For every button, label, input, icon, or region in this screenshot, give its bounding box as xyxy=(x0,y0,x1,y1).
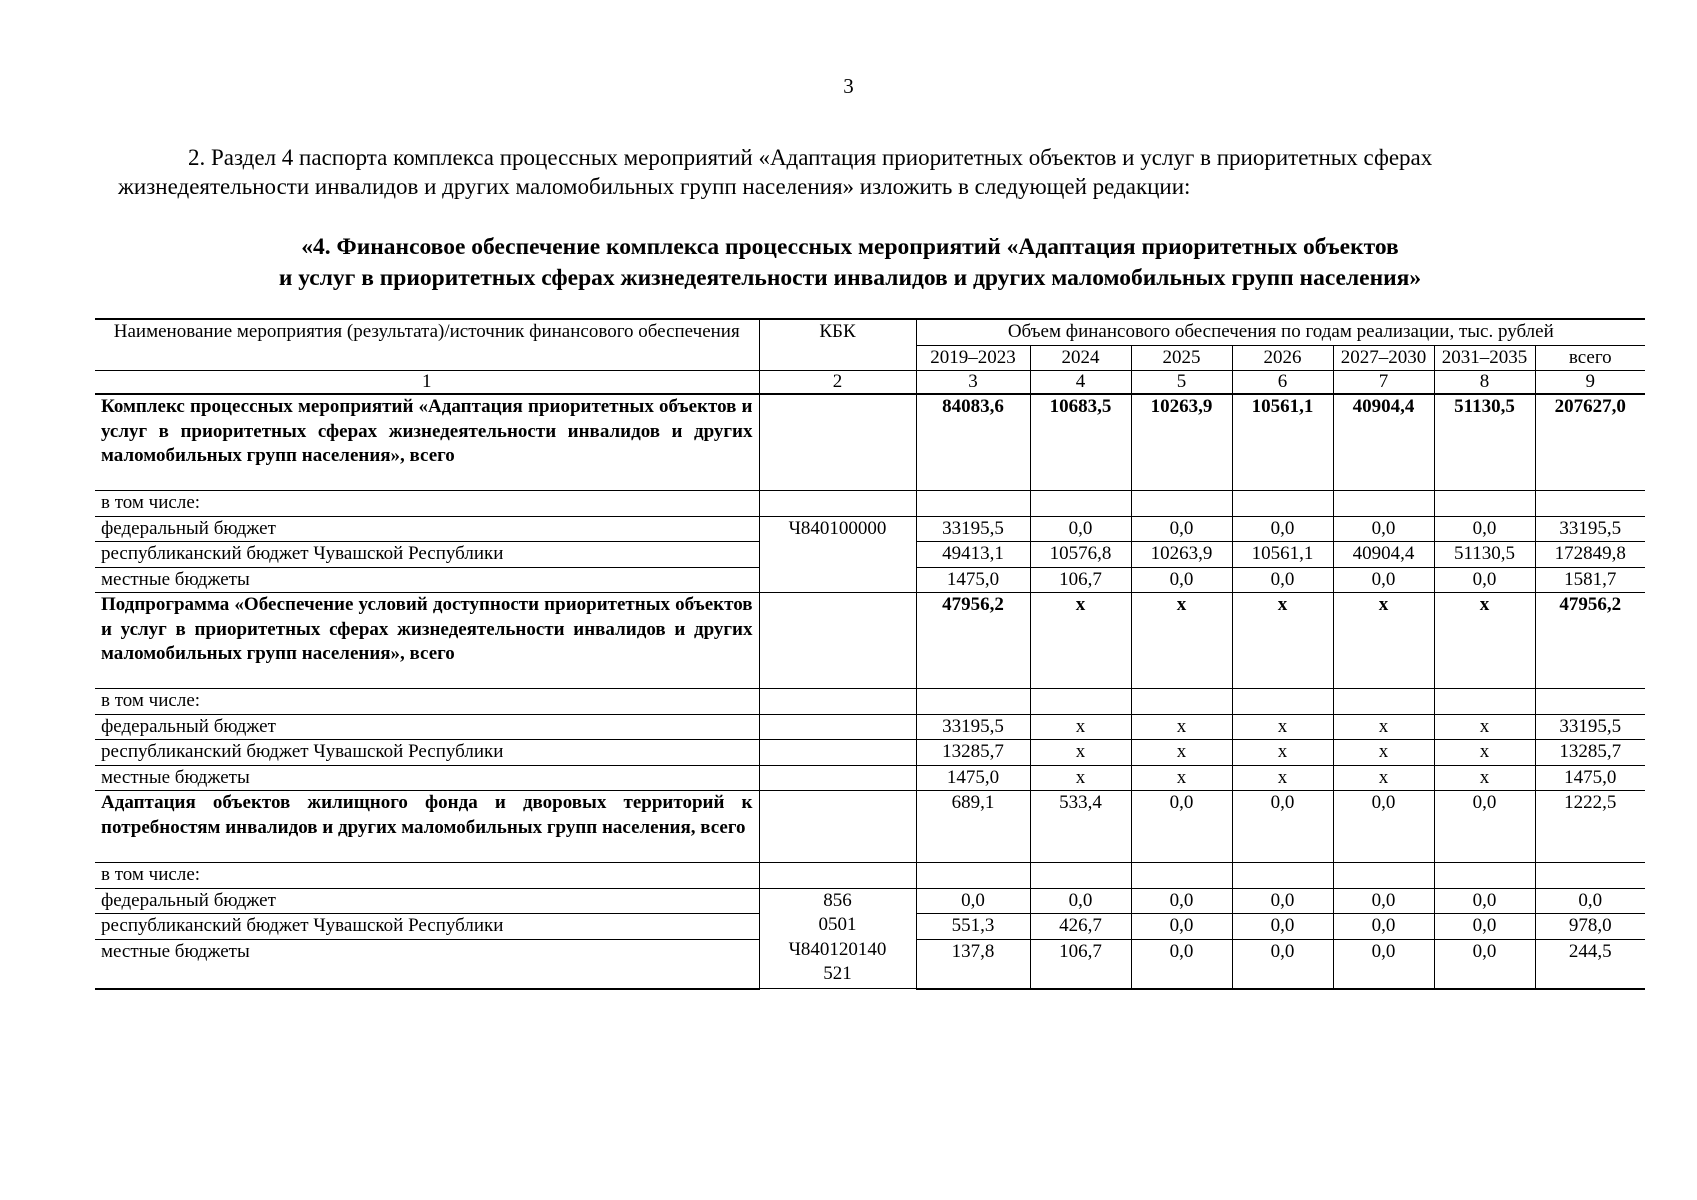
row-kbk xyxy=(759,791,916,863)
header-name: Наименование мероприятия (результата)/источник финансового обеспечения xyxy=(95,319,759,371)
row-value xyxy=(1333,491,1434,517)
table-row xyxy=(95,593,1645,689)
row-value xyxy=(1333,689,1434,715)
column-number: 3 xyxy=(916,371,1030,395)
row-value: х xyxy=(1232,765,1333,791)
row-value: х xyxy=(1030,593,1131,689)
row-kbk xyxy=(759,740,916,766)
row-value: х xyxy=(1030,740,1131,766)
row-value: 207627,0 xyxy=(1535,394,1645,491)
row-value: 0,0 xyxy=(1434,914,1535,940)
row-value xyxy=(1030,863,1131,889)
row-value xyxy=(1333,863,1434,889)
page-number: 3 xyxy=(843,74,854,98)
row-value: 10263,9 xyxy=(1131,394,1232,491)
row-name: в том числе: xyxy=(95,491,759,517)
row-kbk xyxy=(759,714,916,740)
row-name: федеральный бюджет xyxy=(95,516,759,542)
kbk-line: Ч840120140 xyxy=(788,938,887,960)
row-value: 10263,9 xyxy=(1131,542,1232,568)
row-name: республиканский бюджет Чувашской Республики xyxy=(95,740,759,766)
table-row xyxy=(95,516,1645,542)
table-row xyxy=(95,689,1645,715)
row-value: 40904,4 xyxy=(1333,542,1434,568)
row-value: 172849,8 xyxy=(1535,542,1645,568)
row-value: 0,0 xyxy=(1232,516,1333,542)
row-value: х xyxy=(1333,740,1434,766)
row-value: 1222,5 xyxy=(1535,791,1645,863)
row-value: 10683,5 xyxy=(1030,394,1131,491)
row-value: 0,0 xyxy=(1131,939,1232,989)
row-value: 0,0 xyxy=(1131,567,1232,593)
row-value: 0,0 xyxy=(1434,791,1535,863)
row-value: 0,0 xyxy=(1131,791,1232,863)
row-value: х xyxy=(1434,714,1535,740)
row-value xyxy=(1535,863,1645,889)
row-value: х xyxy=(1131,593,1232,689)
row-value: х xyxy=(1333,593,1434,689)
row-value xyxy=(1232,863,1333,889)
row-value: х xyxy=(1434,740,1535,766)
row-value: 0,0 xyxy=(1232,888,1333,914)
row-value: 1581,7 xyxy=(1535,567,1645,593)
row-value: 244,5 xyxy=(1535,939,1645,989)
row-name: Подпрограмма «Обеспечение условий доступности приоритетных объектов и услуг в приоритетных сферах жизнедеятельности инвалидов и других маломобильных групп населения», всего xyxy=(95,593,759,689)
row-value xyxy=(1535,491,1645,517)
row-value: 0,0 xyxy=(1333,888,1434,914)
row-name: республиканский бюджет Чувашской Республики xyxy=(95,542,759,568)
row-value: 33195,5 xyxy=(1535,516,1645,542)
row-value: х xyxy=(1232,714,1333,740)
row-value: х xyxy=(1131,765,1232,791)
row-value: 13285,7 xyxy=(1535,740,1645,766)
row-value xyxy=(1232,491,1333,517)
row-value: 0,0 xyxy=(1333,939,1434,989)
row-name: республиканский бюджет Чувашской Республики xyxy=(95,914,759,940)
column-number: 8 xyxy=(1434,371,1535,395)
row-value: х xyxy=(1030,765,1131,791)
row-value: 33195,5 xyxy=(916,516,1030,542)
row-value: 978,0 xyxy=(1535,914,1645,940)
header-year: 2031–2035 xyxy=(1434,345,1535,371)
row-kbk xyxy=(759,888,916,989)
row-value: 1475,0 xyxy=(916,765,1030,791)
header-year: 2027–2030 xyxy=(1333,345,1434,371)
row-value xyxy=(1131,689,1232,715)
row-value: 0,0 xyxy=(1333,791,1434,863)
table-row xyxy=(95,491,1645,517)
row-value: 13285,7 xyxy=(916,740,1030,766)
row-value: 0,0 xyxy=(1333,516,1434,542)
table-row xyxy=(95,394,1645,491)
row-value: 10576,8 xyxy=(1030,542,1131,568)
row-name: федеральный бюджет xyxy=(95,714,759,740)
column-number: 9 xyxy=(1535,371,1645,395)
section-heading-line-2: и услуг в приоритетных сферах жизнедеятельности инвалидов и других маломобильных групп населения» xyxy=(278,265,1422,291)
column-number: 7 xyxy=(1333,371,1434,395)
row-value: 426,7 xyxy=(1030,914,1131,940)
row-value: х xyxy=(1131,714,1232,740)
row-name: в том числе: xyxy=(95,863,759,889)
row-value: х xyxy=(1333,714,1434,740)
kbk-line: 0501 xyxy=(818,914,857,935)
row-value: 33195,5 xyxy=(916,714,1030,740)
column-number: 6 xyxy=(1232,371,1333,395)
row-value: 33195,5 xyxy=(1535,714,1645,740)
row-name: Адаптация объектов жилищного фонда и дворовых территорий к потребностям инвалидов и других маломобильных групп населения, всего xyxy=(95,791,759,863)
row-value xyxy=(916,491,1030,517)
row-value xyxy=(1030,689,1131,715)
row-kbk: Ч840100000 xyxy=(759,516,916,593)
row-kbk xyxy=(759,593,916,689)
row-value: 51130,5 xyxy=(1434,394,1535,491)
row-value: 49413,1 xyxy=(916,542,1030,568)
row-value: х xyxy=(1434,593,1535,689)
row-value: 689,1 xyxy=(916,791,1030,863)
row-value: х xyxy=(1434,765,1535,791)
header-year: 2024 xyxy=(1030,345,1131,371)
table-row xyxy=(95,791,1645,863)
row-kbk xyxy=(759,394,916,491)
row-value: 0,0 xyxy=(1232,567,1333,593)
row-value: 84083,6 xyxy=(916,394,1030,491)
kbk-line: 521 xyxy=(823,963,852,984)
row-name: местные бюджеты xyxy=(95,567,759,593)
row-kbk xyxy=(759,765,916,791)
table-row xyxy=(95,714,1645,740)
row-value: 106,7 xyxy=(1030,939,1131,989)
row-value xyxy=(1131,863,1232,889)
row-value: 0,0 xyxy=(1131,516,1232,542)
table-row xyxy=(95,765,1645,791)
row-kbk xyxy=(759,689,916,715)
row-value: 40904,4 xyxy=(1333,394,1434,491)
column-number: 4 xyxy=(1030,371,1131,395)
row-value xyxy=(1434,863,1535,889)
row-value: 0,0 xyxy=(916,888,1030,914)
row-value: 0,0 xyxy=(1333,914,1434,940)
row-value: 1475,0 xyxy=(916,567,1030,593)
column-number: 1 xyxy=(95,371,759,395)
table-row xyxy=(95,888,1645,914)
section-heading xyxy=(95,232,1605,294)
row-value: х xyxy=(1232,593,1333,689)
table-row xyxy=(95,740,1645,766)
row-value: 106,7 xyxy=(1030,567,1131,593)
row-value: 0,0 xyxy=(1535,888,1645,914)
column-number: 2 xyxy=(759,371,916,395)
row-value: 0,0 xyxy=(1434,567,1535,593)
row-value: х xyxy=(1131,740,1232,766)
section-heading-line-1: «4. Финансовое обеспечение комплекса процессных мероприятий «Адаптация приоритетных объектов xyxy=(301,234,1399,260)
row-value xyxy=(1030,491,1131,517)
row-value: х xyxy=(1232,740,1333,766)
row-name: в том числе: xyxy=(95,689,759,715)
row-value: 0,0 xyxy=(1131,914,1232,940)
row-value: 137,8 xyxy=(916,939,1030,989)
row-name: Комплекс процессных мероприятий «Адаптация приоритетных объектов и услуг в приоритетных сферах жизнедеятельности инвалидов и других маломобильных групп населения», всего xyxy=(95,394,759,491)
row-value xyxy=(916,689,1030,715)
row-value: х xyxy=(1333,765,1434,791)
row-value xyxy=(1232,689,1333,715)
header-total: всего xyxy=(1535,345,1645,371)
header-year: 2026 xyxy=(1232,345,1333,371)
row-value: 0,0 xyxy=(1333,567,1434,593)
row-value: 10561,1 xyxy=(1232,394,1333,491)
row-value xyxy=(1131,491,1232,517)
row-value: 0,0 xyxy=(1434,939,1535,989)
row-kbk xyxy=(759,491,916,517)
row-value: х xyxy=(1030,714,1131,740)
row-kbk xyxy=(759,863,916,889)
row-value: 0,0 xyxy=(1434,888,1535,914)
row-value: 1475,0 xyxy=(1535,765,1645,791)
table-row xyxy=(95,863,1645,889)
row-name: федеральный бюджет xyxy=(95,888,759,914)
row-value: 0,0 xyxy=(1434,516,1535,542)
row-value xyxy=(1535,689,1645,715)
row-value xyxy=(1434,689,1535,715)
row-value: 10561,1 xyxy=(1232,542,1333,568)
header-volume: Объем финансового обеспечения по годам реализации, тыс. рублей xyxy=(916,319,1645,345)
row-value: 51130,5 xyxy=(1434,542,1535,568)
row-value: 0,0 xyxy=(1232,939,1333,989)
row-value: 0,0 xyxy=(1030,888,1131,914)
row-value: 0,0 xyxy=(1030,516,1131,542)
row-value xyxy=(916,863,1030,889)
row-value: 47956,2 xyxy=(1535,593,1645,689)
row-value: 0,0 xyxy=(1131,888,1232,914)
row-value xyxy=(1434,491,1535,517)
row-name: местные бюджеты xyxy=(95,939,759,989)
kbk-line: 856 xyxy=(823,889,852,911)
row-value: 0,0 xyxy=(1232,914,1333,940)
header-kbk: КБК xyxy=(759,319,916,371)
row-value: 0,0 xyxy=(1232,791,1333,863)
row-value: 533,4 xyxy=(1030,791,1131,863)
financing-table xyxy=(95,318,1645,990)
row-value: 551,3 xyxy=(916,914,1030,940)
header-year: 2019–2023 xyxy=(916,345,1030,371)
intro-paragraph: 2. Раздел 4 паспорта комплекса процессных мероприятий «Адаптация приоритетных объектов и услуг в приоритетных сферах жизнедеятельности инвалидов и других маломобильных групп населения» изложить в следующей редакции: xyxy=(118,145,1433,199)
row-value: 47956,2 xyxy=(916,593,1030,689)
header-year: 2025 xyxy=(1131,345,1232,371)
column-number: 5 xyxy=(1131,371,1232,395)
row-name: местные бюджеты xyxy=(95,765,759,791)
